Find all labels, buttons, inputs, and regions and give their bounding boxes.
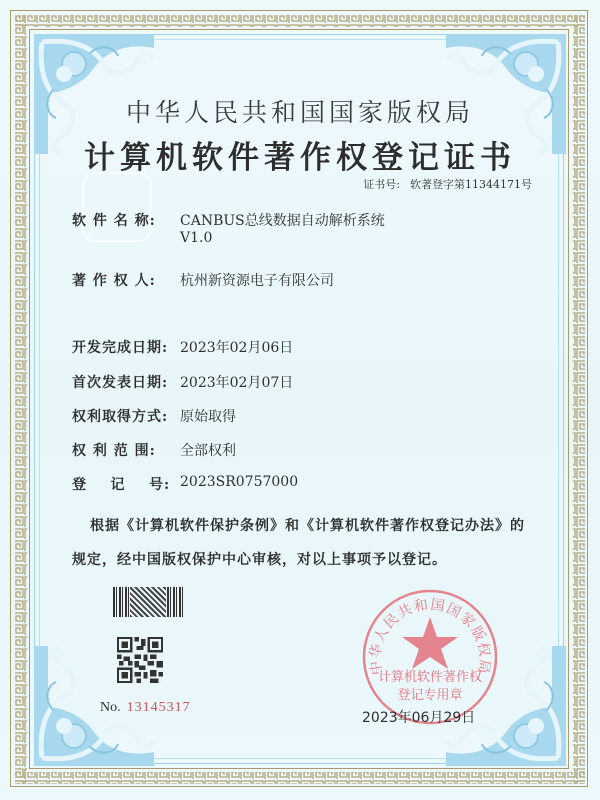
field-label: 著 作 权 人: [72,273,156,289]
software-version: V1.0 [180,230,213,246]
qr-code-icon [117,637,163,683]
field-value: 2023SR0757000 [180,474,299,490]
barcode-icon [113,587,183,617]
serial-prefix: No. [100,700,121,715]
field-label: 首次发表日期: [72,375,169,391]
field-label: 登 记 号: [72,477,171,493]
field-copyright-owner [72,270,334,290]
field-label: 开发完成日期: [72,340,169,356]
field-label: 权利取得方式: [72,409,169,425]
certificate-title: 计算机软件著作权登记证书 [84,140,516,176]
field-software-name [72,210,385,246]
field-first-publication-date [72,372,293,392]
seal-ring-text: 中华人民共和国国家版权局 [367,596,493,676]
barcode-data-area [130,587,166,617]
statement-line-2: 规定，经中国版权保护中心审核，对以上事项予以登记。 [72,552,447,568]
issuing-authority: 中华人民共和国国家版权局 [125,98,474,127]
field-acquisition-method [72,406,236,426]
field-value: 2023年02月07日 [180,375,294,391]
field-value [180,210,385,246]
field-value: 2023年02月06日 [180,340,294,356]
statement-line-1: 根据《计算机软件保护条例》和《计算机软件著作权登记办法》的 [90,518,525,534]
seal-center-line-2: 登记专用章 [397,688,463,703]
serial-number [100,700,191,716]
certificate-number-label: 证书号: [363,178,400,191]
seal-center-line-1: 计算机软件著作权 [377,670,482,685]
star-icon [402,617,458,669]
field-rights-scope [72,440,236,460]
serial-value: 13145317 [126,700,191,715]
field-registration-number [72,474,298,494]
field-label: 权 利 范 围: [72,443,156,459]
field-label: 软 件 名 称: [72,213,156,229]
field-completion-date [72,337,293,357]
certificate-number [363,176,532,192]
field-value: 全部权利 [180,443,236,459]
software-name-line1: CANBUS总线数据自动解析系统 [180,213,385,229]
field-value: 杭州新资源电子有限公司 [180,273,334,289]
issue-date: 2023年06月29日 [362,710,476,726]
official-seal [360,587,500,727]
field-value: 原始取得 [180,409,236,425]
certificate-number-value: 软著登字第11344171号 [410,178,532,191]
